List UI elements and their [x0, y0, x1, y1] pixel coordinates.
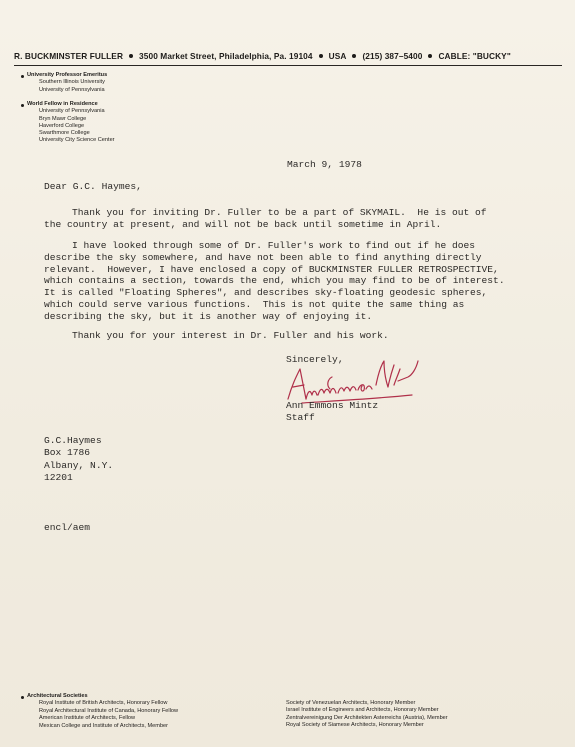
salutation: Dear G.C. Haymes, — [44, 181, 142, 192]
letterhead-cable: CABLE: "BUCKY" — [438, 51, 511, 61]
footer-societies-right — [286, 700, 448, 730]
paragraph-line: describing the sky, but it is another way of enjoying it. — [44, 310, 373, 322]
affiliation-item: Bryn Mawr College — [39, 115, 87, 122]
address-line: Box 1786 — [44, 447, 91, 459]
affiliation-fellow — [27, 101, 115, 145]
signer-title: Staff — [286, 411, 315, 423]
address-line: G.C.Haymes — [44, 435, 102, 446]
enclosure-note: encl/aem — [44, 522, 91, 533]
letterhead-phone: (215) 387–5400 — [362, 51, 423, 61]
letterhead-address: 3500 Market Street, Philadelphia, Pa. 19104 — [139, 51, 313, 61]
paragraph-line: which contains a section, towards the end, which you may find to be of interest. — [44, 275, 505, 287]
footer-item: American Institute of Architects, Fellow — [39, 715, 136, 722]
bullet-icon — [428, 54, 432, 58]
affiliation-item: University of Pennsylvania — [39, 108, 105, 115]
footer-item: Israel Institute of Engineers and Architects, Honorary Member — [286, 707, 439, 714]
footer-item: Royal Institute of British Architects, Honorary Fellow — [39, 700, 168, 707]
footer-item: Mexican College and Institute of Architects, Member — [39, 722, 169, 729]
bullet-icon — [129, 54, 133, 58]
affiliation-item: University City Science Center — [39, 137, 115, 144]
affiliation-title: University Professor Emeritus — [27, 72, 108, 78]
paragraph-2 — [44, 240, 552, 323]
closing: Sincerely, — [286, 354, 344, 365]
affiliation-item: Southern Illinois University — [39, 79, 105, 86]
affiliation-professor — [27, 72, 107, 94]
affiliation-item: University of Pennsylvania — [39, 86, 105, 93]
paragraph-line: Thank you for inviting Dr. Fuller to be a part of SKYMAIL. He is out of — [72, 207, 487, 218]
paragraph-line: Thank you for your interest in Dr. Fuller and his work. — [72, 330, 389, 341]
recipient-address — [44, 435, 113, 484]
bullet-icon — [352, 54, 356, 58]
footer-title: Architectural Societies — [27, 693, 178, 700]
paragraph-line: the country at present, and will not be back until sometime in April. — [44, 218, 442, 230]
letterhead-name: R. BUCKMINSTER FULLER — [14, 51, 124, 61]
footer-item: Royal Society of Siamese Architects, Honorary Member — [286, 722, 424, 729]
paragraph-line: which could serve various functions. This is not quite the same thing as — [44, 298, 465, 310]
footer-item: Royal Architectural Institute of Canada, Honorary Fellow — [39, 707, 178, 714]
signer-name: Ann Emmons Mintz — [286, 400, 379, 411]
affiliation-item: Haverford College — [39, 122, 85, 129]
paragraph-line: describe the sky somewhere, and have not been able to find anything directly — [44, 251, 482, 263]
letterhead-country: USA — [328, 51, 347, 61]
paragraph-3 — [72, 330, 552, 342]
letterhead-rule — [14, 65, 562, 66]
footer-item: Zentralvereinigung Der Architekten Asterreichs (Austria), Member — [286, 714, 448, 721]
paragraph-line: It is called "Floating Spheres", and describes sky-floating geodesic spheres, — [44, 287, 488, 299]
footer-item: Society of Venezuelan Architects, Honorary Member — [286, 700, 416, 706]
signer-block — [286, 400, 378, 423]
footer-societies-left — [27, 693, 178, 730]
bullet-icon — [319, 54, 323, 58]
paragraph-line: relevant. However, I have enclosed a copy of BUCKMINSTER FULLER RETROSPECTIVE, — [44, 263, 499, 275]
paragraph-1 — [44, 207, 552, 231]
address-line: Albany, N.Y. — [44, 459, 114, 471]
address-line: 12201 — [44, 471, 73, 483]
affiliation-title: World Fellow in Residence — [27, 101, 115, 108]
letterhead — [14, 51, 562, 61]
paragraph-line: I have looked through some of Dr. Fuller's work to find out if he does — [72, 240, 476, 251]
affiliation-item: Swarthmore College — [39, 130, 90, 137]
letter-date: March 9, 1978 — [287, 159, 362, 170]
